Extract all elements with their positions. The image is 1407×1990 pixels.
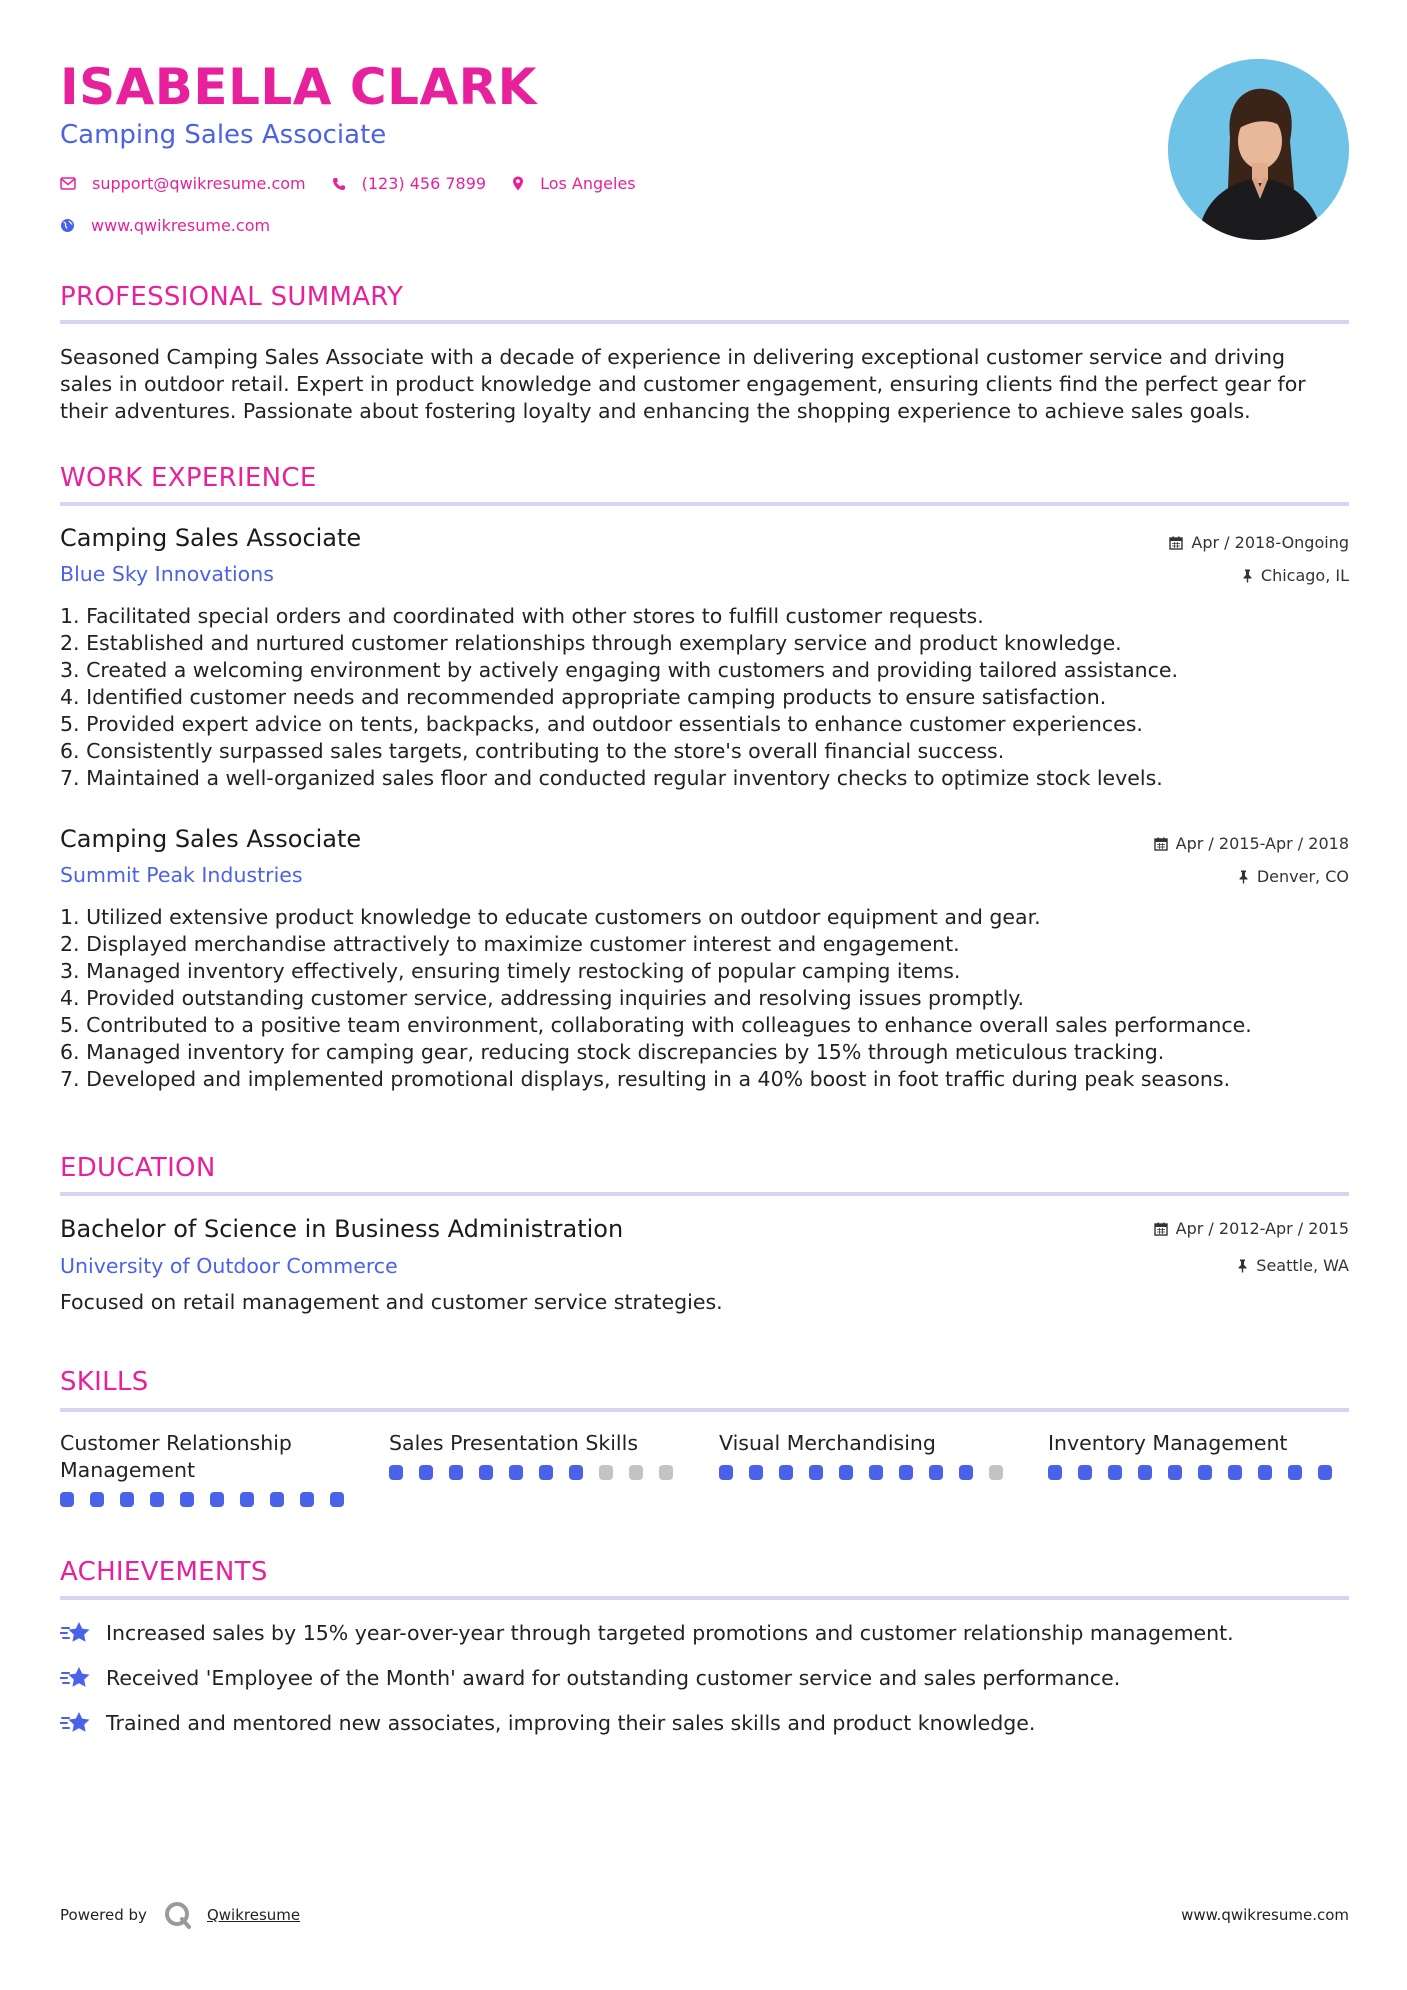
summary-line: their adventures. Passionate about fostering loyalty and enhancing the shopping experience to achieve sales goals. xyxy=(60,399,1251,423)
list-item: 1. Utilized extensive product knowledge to educate customers on outdoor equipment and gear. xyxy=(60,905,1041,929)
list-item: 2. Displayed merchandise attractively to maximize customer interest and engagement. xyxy=(60,932,960,956)
dates-text: Apr / 2012-Apr / 2015 xyxy=(1175,1219,1349,1238)
skill-dot-filled xyxy=(479,1465,493,1480)
skill-item xyxy=(719,1430,1019,1480)
skill-dot-filled xyxy=(539,1465,553,1480)
map-pin-icon xyxy=(512,176,524,191)
job-title: Camping Sales Associate xyxy=(60,524,362,552)
calendar-icon xyxy=(1169,536,1183,550)
list-item: 1. Facilitated special orders and coordinated with other stores to fulfill customer requests. xyxy=(60,604,984,628)
location-text: Denver, CO xyxy=(1256,867,1349,886)
skill-dot-filled xyxy=(270,1492,284,1507)
skill-dot-filled xyxy=(1198,1465,1212,1480)
education-school: University of Outdoor Commerce xyxy=(60,1254,398,1278)
phone-icon xyxy=(332,177,346,191)
star-icon xyxy=(60,1665,92,1691)
contact-row-2 xyxy=(60,216,296,235)
skill-dot-filled xyxy=(1228,1465,1242,1480)
star-icon xyxy=(60,1620,92,1646)
skill-dot-filled xyxy=(1138,1465,1152,1480)
skill-dot-filled xyxy=(1258,1465,1272,1480)
achievement-text: Trained and mentored new associates, improving their sales skills and product knowledge. xyxy=(106,1711,1036,1735)
skill-dot-filled xyxy=(90,1492,104,1507)
summary-line: sales in outdoor retail. Expert in product knowledge and customer engagement, ensuring clients find the perfect gear for xyxy=(60,372,1306,396)
education-dates xyxy=(1154,1219,1349,1238)
skill-dot-empty xyxy=(629,1465,643,1480)
section-divider xyxy=(60,1192,1349,1196)
summary-line: Seasoned Camping Sales Associate with a decade of experience in delivering exceptional customer service and driving xyxy=(60,345,1286,369)
skill-dot-filled xyxy=(1318,1465,1332,1480)
skill-dot-filled xyxy=(389,1465,403,1480)
skill-dot-filled xyxy=(240,1492,254,1507)
footer-brand-link[interactable]: Qwikresume xyxy=(206,1906,301,1924)
section-heading-experience: WORK EXPERIENCE xyxy=(60,463,317,493)
job-dates xyxy=(1154,834,1349,853)
skill-item xyxy=(60,1430,360,1507)
email-text: support@qwikresume.com xyxy=(92,174,306,193)
section-heading-achievements: ACHIEVEMENTS xyxy=(60,1557,268,1587)
achievement-item xyxy=(60,1620,1234,1646)
website-text: www.qwikresume.com xyxy=(91,216,271,235)
qwikresume-logo-icon xyxy=(163,1900,193,1930)
skill-dot-filled xyxy=(180,1492,194,1507)
skill-dot-filled xyxy=(330,1492,344,1507)
dates-text: Apr / 2015-Apr / 2018 xyxy=(1175,834,1349,853)
skill-dot-filled xyxy=(1108,1465,1122,1480)
calendar-icon xyxy=(1154,837,1168,851)
contact-email[interactable] xyxy=(60,174,306,193)
skill-dot-filled xyxy=(1168,1465,1182,1480)
section-divider xyxy=(60,320,1349,324)
skill-dot-filled xyxy=(300,1492,314,1507)
star-icon xyxy=(60,1710,92,1736)
achievement-text: Received 'Employee of the Month' award for outstanding customer service and sales performance. xyxy=(106,1666,1121,1690)
achievement-item xyxy=(60,1710,1035,1736)
skill-dot-filled xyxy=(899,1465,913,1480)
job-company: Blue Sky Innovations xyxy=(60,562,274,586)
skill-dot-filled xyxy=(1078,1465,1092,1480)
list-item: 5. Provided expert advice on tents, backpacks, and outdoor essentials to enhance customer experiences. xyxy=(60,712,1143,736)
contact-row-1 xyxy=(60,174,662,193)
achievement-text: Increased sales by 15% year-over-year through targeted promotions and customer relationship management. xyxy=(106,1621,1234,1645)
footer-powered-by xyxy=(60,1900,300,1930)
skill-dot-filled xyxy=(210,1492,224,1507)
education-description: Focused on retail management and customer service strategies. xyxy=(60,1290,723,1314)
job-company: Summit Peak Industries xyxy=(60,863,303,887)
job-location xyxy=(1242,566,1349,585)
powered-by-label: Powered by xyxy=(60,1906,147,1924)
job-location xyxy=(1238,867,1349,886)
portrait-illustration xyxy=(1168,59,1349,240)
list-item: 2. Established and nurtured customer relationships through exemplary service and product knowledge. xyxy=(60,631,1122,655)
contact-location xyxy=(512,174,636,193)
skill-dot-filled xyxy=(120,1492,134,1507)
skill-level xyxy=(1048,1465,1348,1480)
skill-dot-filled xyxy=(779,1465,793,1480)
section-divider xyxy=(60,1596,1349,1600)
list-item: 4. Identified customer needs and recommended appropriate camping products to ensure satisfaction. xyxy=(60,685,1107,709)
skill-level xyxy=(60,1492,360,1507)
skill-level xyxy=(719,1465,1019,1480)
list-item: 6. Managed inventory for camping gear, reducing stock discrepancies by 15% through meticulous tracking. xyxy=(60,1040,1165,1064)
contact-website[interactable] xyxy=(60,216,270,235)
contact-phone[interactable] xyxy=(332,174,486,193)
phone-text: (123) 456 7899 xyxy=(361,174,487,193)
skill-name: Inventory Management xyxy=(1048,1431,1288,1455)
skill-dot-filled xyxy=(150,1492,164,1507)
skill-dot-filled xyxy=(929,1465,943,1480)
calendar-icon xyxy=(1154,1222,1168,1236)
job-bullets xyxy=(60,904,1349,1093)
summary-text xyxy=(60,344,1349,425)
pushpin-icon xyxy=(1237,1259,1248,1273)
skill-name: Sales Presentation Skills xyxy=(389,1431,638,1455)
candidate-title: Camping Sales Associate xyxy=(60,120,387,150)
skill-item xyxy=(389,1430,689,1480)
envelope-icon xyxy=(60,177,76,190)
skill-name: Visual Merchandising xyxy=(719,1431,936,1455)
skill-dot-filled xyxy=(869,1465,883,1480)
skill-dot-filled xyxy=(449,1465,463,1480)
footer-website[interactable]: www.qwikresume.com xyxy=(1181,1906,1349,1924)
skill-dot-filled xyxy=(959,1465,973,1480)
job-dates xyxy=(1169,533,1349,552)
globe-icon xyxy=(60,218,75,233)
job-title: Camping Sales Associate xyxy=(60,825,362,853)
list-item: 7. Maintained a well-organized sales floor and conducted regular inventory checks to optimize stock levels. xyxy=(60,766,1163,790)
location-text: Seattle, WA xyxy=(1256,1256,1349,1275)
skill-dot-empty xyxy=(989,1465,1003,1480)
list-item: 7. Developed and implemented promotional displays, resulting in a 40% boost in foot traffic during peak seasons. xyxy=(60,1067,1231,1091)
skill-dot-filled xyxy=(1048,1465,1062,1480)
skill-dot-filled xyxy=(509,1465,523,1480)
achievement-item xyxy=(60,1665,1120,1691)
list-item: 3. Managed inventory effectively, ensuring timely restocking of popular camping items. xyxy=(60,959,961,983)
skill-name: Customer Relationship Management xyxy=(60,1431,292,1482)
skill-dot-empty xyxy=(599,1465,613,1480)
skill-dot-filled xyxy=(749,1465,763,1480)
job-bullets xyxy=(60,603,1349,792)
skill-dot-filled xyxy=(809,1465,823,1480)
skill-dot-filled xyxy=(60,1492,74,1507)
section-divider xyxy=(60,502,1349,506)
profile-photo xyxy=(1168,59,1349,240)
section-heading-skills: SKILLS xyxy=(60,1367,149,1397)
skill-item xyxy=(1048,1430,1348,1480)
list-item: 5. Contributed to a positive team environment, collaborating with colleagues to enhance overall sales performance. xyxy=(60,1013,1252,1037)
pushpin-icon xyxy=(1238,870,1249,884)
dates-text: Apr / 2018-Ongoing xyxy=(1191,533,1349,552)
skill-level xyxy=(389,1465,689,1480)
education-location xyxy=(1237,1256,1349,1275)
skill-dot-filled xyxy=(569,1465,583,1480)
section-heading-education: EDUCATION xyxy=(60,1153,216,1183)
list-item: 4. Provided outstanding customer service, addressing inquiries and resolving issues promptly. xyxy=(60,986,1025,1010)
location-text: Los Angeles xyxy=(540,174,636,193)
skill-dot-filled xyxy=(1288,1465,1302,1480)
pushpin-icon xyxy=(1242,569,1253,583)
skill-dot-empty xyxy=(659,1465,673,1480)
skill-dot-filled xyxy=(419,1465,433,1480)
location-text: Chicago, IL xyxy=(1260,566,1349,585)
list-item: 6. Consistently surpassed sales targets, contributing to the store's overall financial success. xyxy=(60,739,1005,763)
skill-dot-filled xyxy=(839,1465,853,1480)
skill-dot-filled xyxy=(719,1465,733,1480)
section-divider xyxy=(60,1408,1349,1412)
list-item: 3. Created a welcoming environment by actively engaging with customers and providing tailored assistance. xyxy=(60,658,1179,682)
education-degree: Bachelor of Science in Business Administration xyxy=(60,1215,624,1243)
candidate-name: ISABELLA CLARK xyxy=(60,58,537,116)
section-heading-summary: PROFESSIONAL SUMMARY xyxy=(60,282,404,312)
